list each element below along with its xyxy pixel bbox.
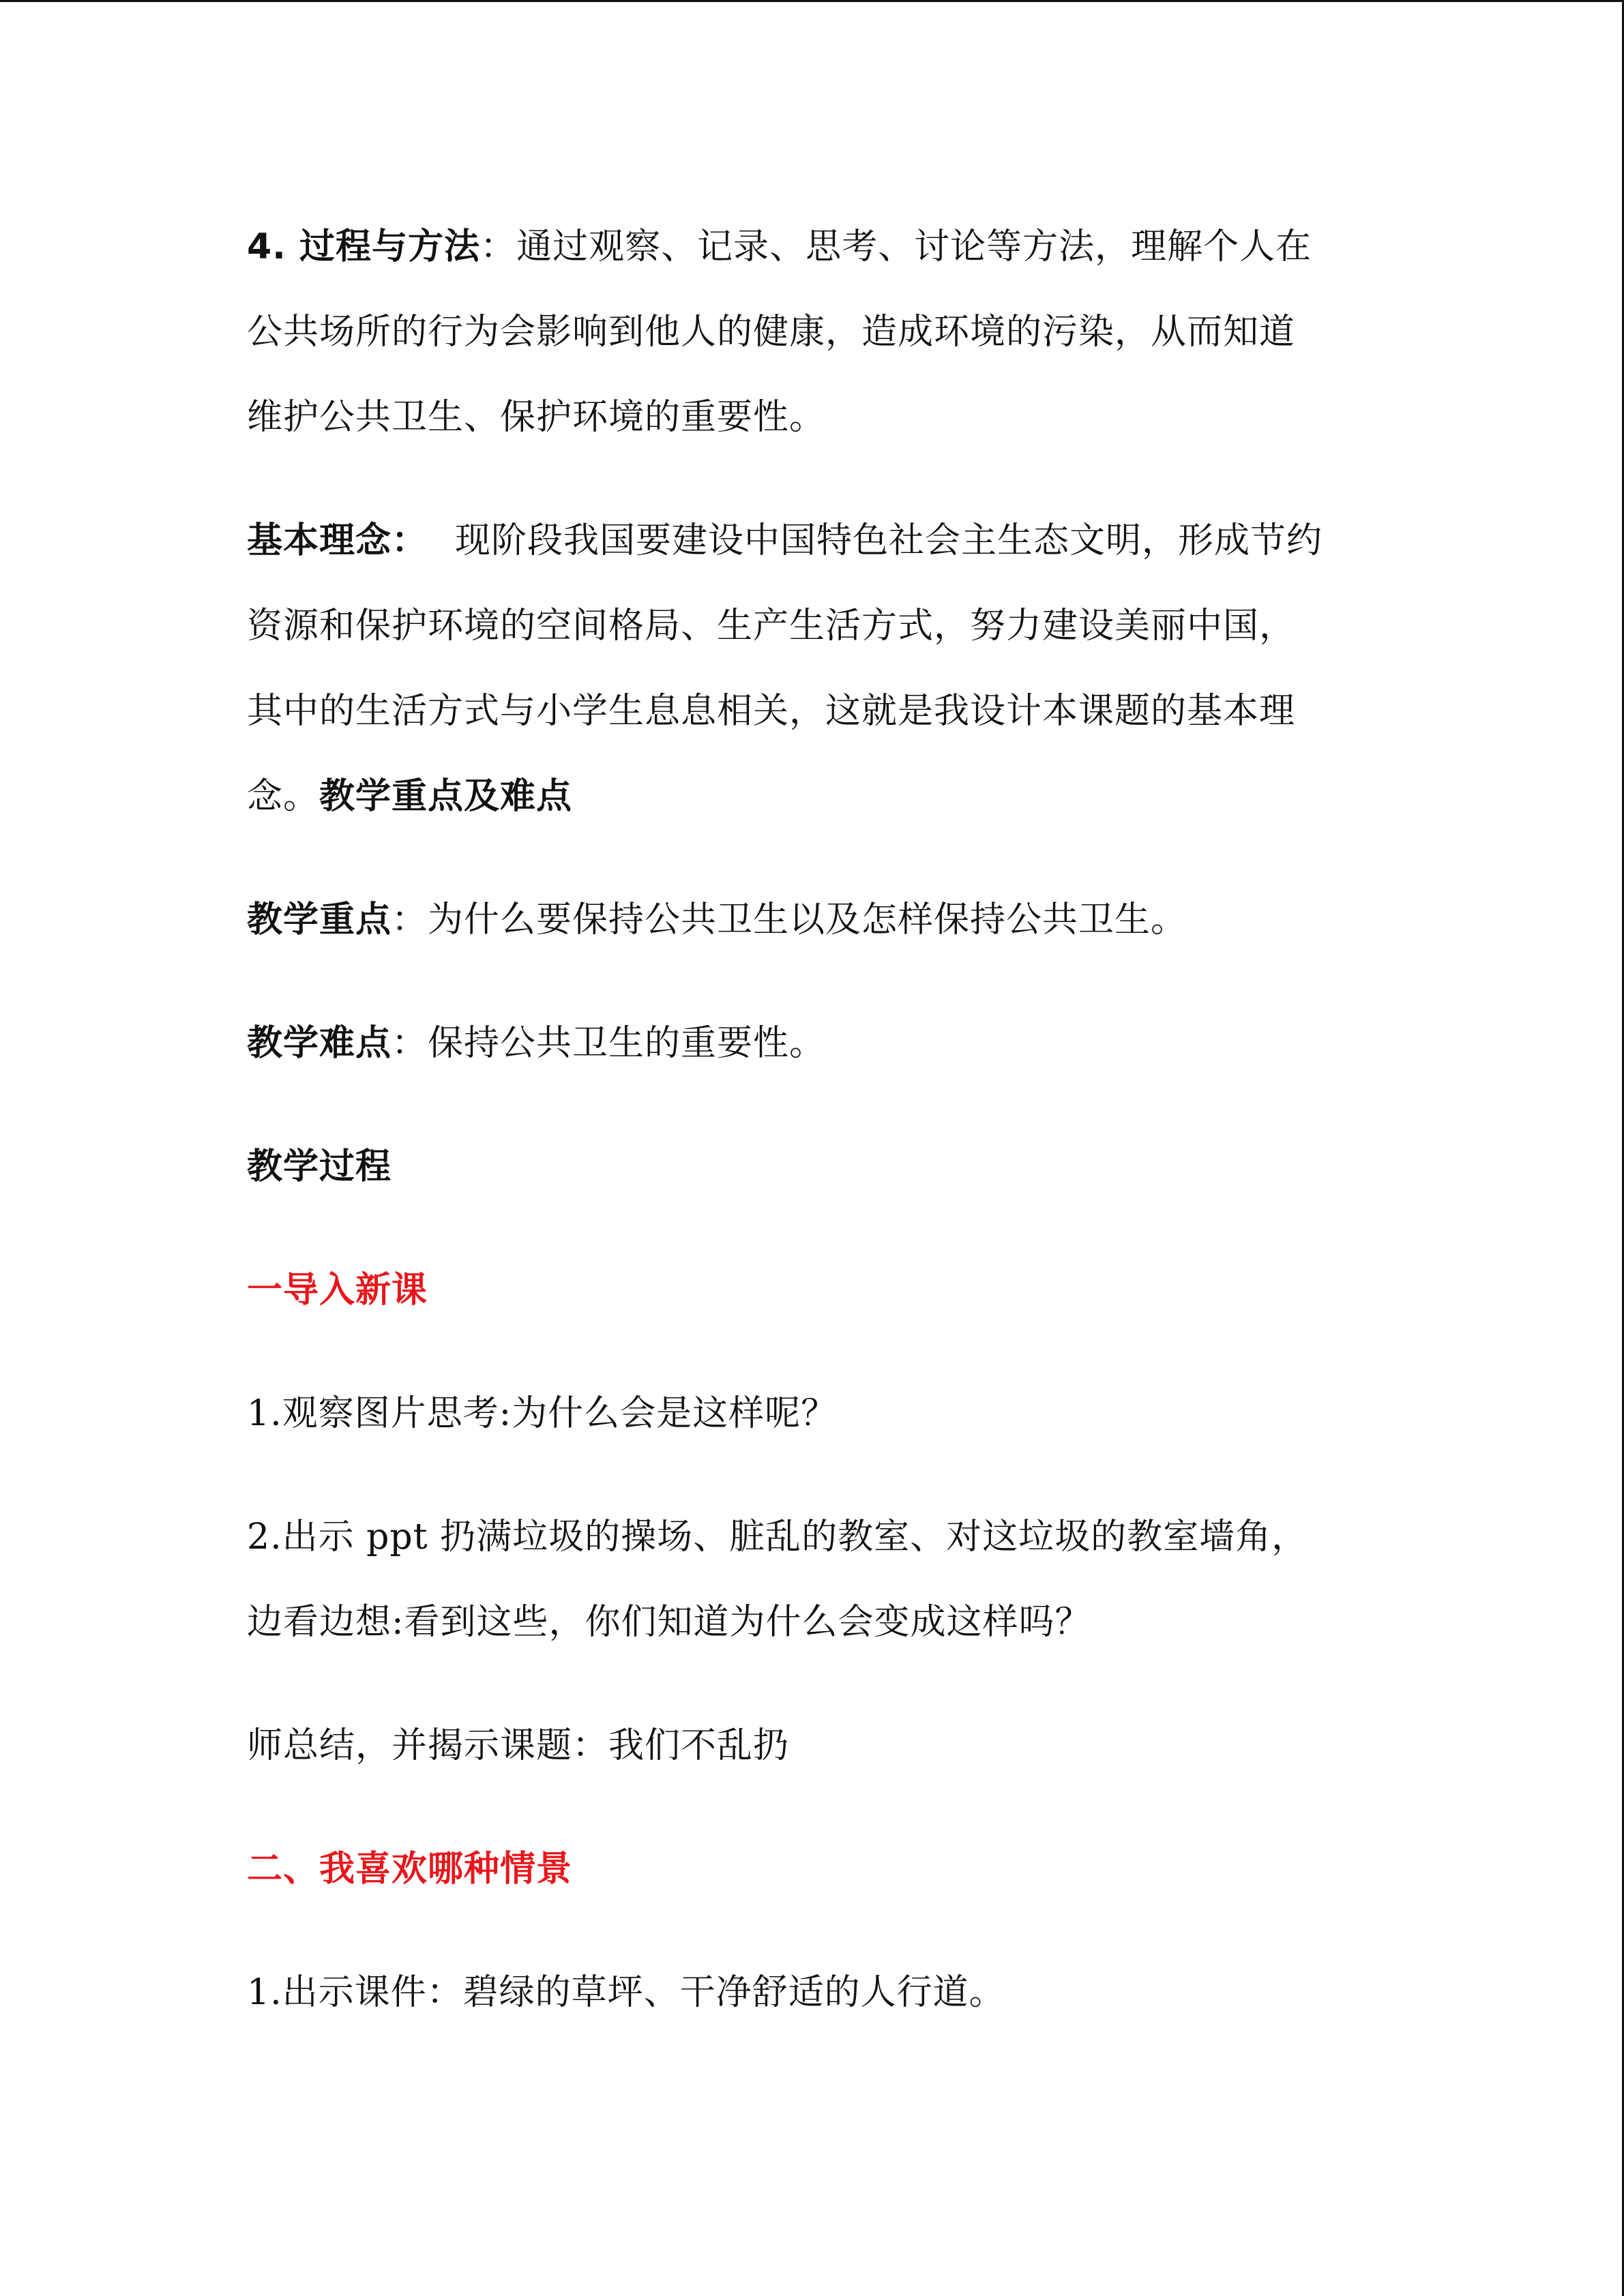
teaching-process-section	[247, 1124, 1379, 1210]
section-two	[247, 1827, 1379, 1912]
document-page	[247, 205, 1379, 2036]
process-method-line-1: 通过观察、记录、思考、讨论等方法，理解个人在	[516, 226, 1312, 267]
basic-concept-line-2: 资源和保护环境的空间格局、生产生活方式，努力建设美丽中国，	[247, 606, 1296, 646]
process-method-line-2: 公共场所的行为会影响到他人的健康，造成环境的污染，从而知道	[247, 312, 1296, 353]
section-one	[247, 1248, 1379, 1333]
section-one-summary: 师总结，并揭示课题：我们不乱扔	[247, 1725, 790, 1766]
difficult-point-text: ：保持公共卫生的重要性。	[392, 1023, 826, 1064]
difficult-point-paragraph	[247, 1001, 1379, 1086]
process-method-colon: ：	[480, 226, 517, 267]
basic-concept-line-1: 现阶段我国要建设中国特色社会主生态文明，形成节约	[455, 520, 1323, 561]
key-difficult-heading: 教学重点及难点	[319, 776, 573, 817]
basic-concept-label: 基本理念：	[247, 520, 428, 561]
process-method-label: 4. 过程与方法	[247, 226, 481, 267]
section-two-item-1: 1.出示课件：碧绿的草坪、干净舒适的人行道。	[247, 1972, 1005, 2013]
section-one-item-2: 2.出示 ppt 扔满垃圾的操场、脏乱的教室、对这垃圾的教室墙角，	[247, 1517, 1308, 1557]
difficult-point-label: 教学难点	[247, 1023, 392, 1064]
key-point-paragraph	[247, 878, 1379, 963]
page-top-border	[0, 0, 1624, 2]
process-method-line-3: 维护公共卫生、保护环境的重要性。	[247, 397, 826, 438]
section-two-heading: 二、我喜欢哪种情景	[247, 1849, 573, 1890]
basic-concept-line-3: 其中的生活方式与小学生息息相关，这就是我设计本课题的基本理	[247, 691, 1296, 732]
teaching-process-heading: 教学过程	[247, 1146, 392, 1187]
section-one-heading: 一导入新课	[247, 1270, 428, 1311]
key-point-text: ：为什么要保持公共卫生以及怎样保持公共卫生。	[392, 899, 1187, 940]
basic-concept-paragraph	[247, 498, 1379, 839]
section-one-item-2-cont: 边看边想:看到这些，你们知道为什么会变成这样吗？	[247, 1602, 1091, 1643]
key-point-label: 教学重点	[247, 899, 392, 940]
section-one-item-1: 1.观察图片思考:为什么会是这样呢？	[247, 1393, 838, 1434]
process-method-paragraph	[247, 205, 1379, 460]
basic-concept-line-4: 念。	[247, 776, 320, 817]
